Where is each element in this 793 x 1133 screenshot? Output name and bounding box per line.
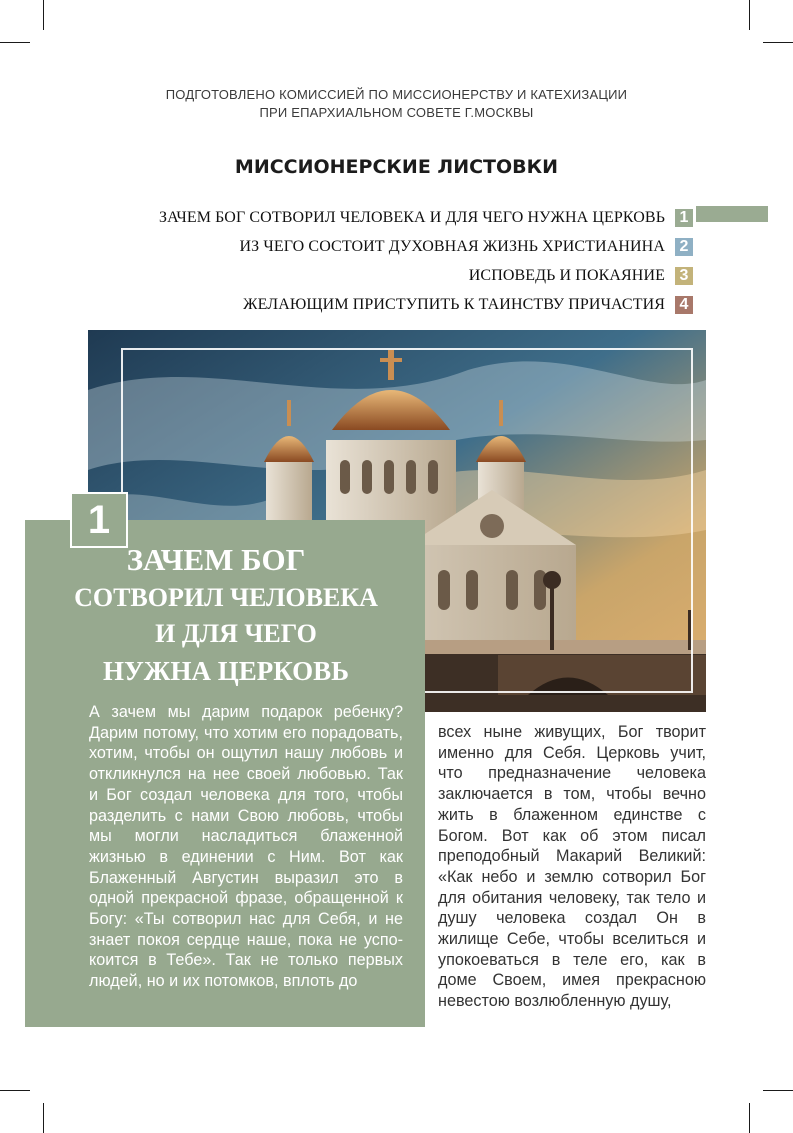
body-text-right-column: всех ныне живущих, Бог творит именно для Себя. Церковь учит, что предназначение человека заключается в том, чтобы вечно жить в блаженном единстве с Богом. Вот как об этом писал преподобный Макарий Великий: «Как небо и землю сотворил Бог для обитания человеку, так тело и душу человека создал Он в жилище Себе, чтобы вселиться и упокоеваться в теле его, как в доме Своем, имея прекрасною невестою возлюбленную душу, <box>438 723 706 1011</box>
crop-mark <box>0 1090 30 1091</box>
crop-mark <box>43 1103 44 1133</box>
toc-item-number: 4 <box>675 296 693 314</box>
publisher-line-1: ПОДГОТОВЛЕНО КОМИССИЕЙ ПО МИССИОНЕРСТВУ И КАТЕХИЗАЦИИ <box>165 87 628 102</box>
toc-item-label: ЗАЧЕМ БОГ СОТВОРИЛ ЧЕЛОВЕКА И ДЛЯ ЧЕГО НУЖНА ЦЕРКОВЬ <box>158 208 665 226</box>
toc-item-number: 3 <box>675 267 693 285</box>
crop-mark <box>0 42 30 43</box>
crop-mark <box>749 0 750 30</box>
toc-item[interactable] <box>53 203 693 232</box>
section-title <box>28 540 424 690</box>
crop-mark <box>749 1103 750 1133</box>
crop-mark <box>763 1090 793 1091</box>
toc-item[interactable] <box>53 261 693 290</box>
section-title-line: И ДЛЯ ЧЕГО <box>155 619 317 648</box>
crop-mark <box>763 42 793 43</box>
toc-item-label: ИЗ ЧЕГО СОСТОИТ ДУХОВНАЯ ЖИЗНЬ ХРИСТИАНИНА <box>239 237 665 255</box>
publisher-line-2: ПРИ ЕПАРХИАЛЬНОМ СОВЕТЕ Г.МОСКВЫ <box>259 105 534 120</box>
toc-item[interactable] <box>53 232 693 261</box>
section-title-line: НУЖНА ЦЕРКОВЬ <box>102 656 350 686</box>
crop-mark <box>43 0 44 30</box>
toc-item-label: ИСПОВЕДЬ И ПОКАЯНИЕ <box>468 266 665 284</box>
publisher-header <box>0 86 793 122</box>
series-title: МИССИОНЕРСКИЕ ЛИСТОВКИ <box>234 156 559 178</box>
toc-item-number: 1 <box>675 209 693 227</box>
section-number: 1 <box>70 492 128 548</box>
section-title-line: СОТВОРИЛ ЧЕЛОВЕКА <box>74 583 378 612</box>
toc-item-label: ЖЕЛАЮЩИМ ПРИСТУПИТЬ К ТАИНСТВУ ПРИЧАСТИЯ <box>243 295 665 313</box>
toc-item-number: 2 <box>675 238 693 256</box>
table-of-contents <box>53 203 693 319</box>
body-text-left-column: А зачем мы дарим подарок ребенку? Дарим потому, что хотим его порадовать, хотим, чтобы он ощутил нашу любовь и откликнулся на нее своей любовью. Так и Бог создал человека для того, чтобы разделить с нами Свою любовь, чтобы мы могли насладиться блаженной жизнью в единении с Ним. Вот как Блаженный Августин выразил это в одной прекрасной фразе, обращенной к Богу: «Ты сотворил нас для Себя, и не знает покоя сердце наше, пока не успокоится в Тебе». Так не только первых людей, но и их потомков, вплоть до <box>89 703 403 991</box>
toc-item[interactable] <box>53 290 693 319</box>
section-title-line: ЗАЧЕМ БОГ <box>126 542 306 577</box>
toc-accent-bar <box>696 206 768 222</box>
